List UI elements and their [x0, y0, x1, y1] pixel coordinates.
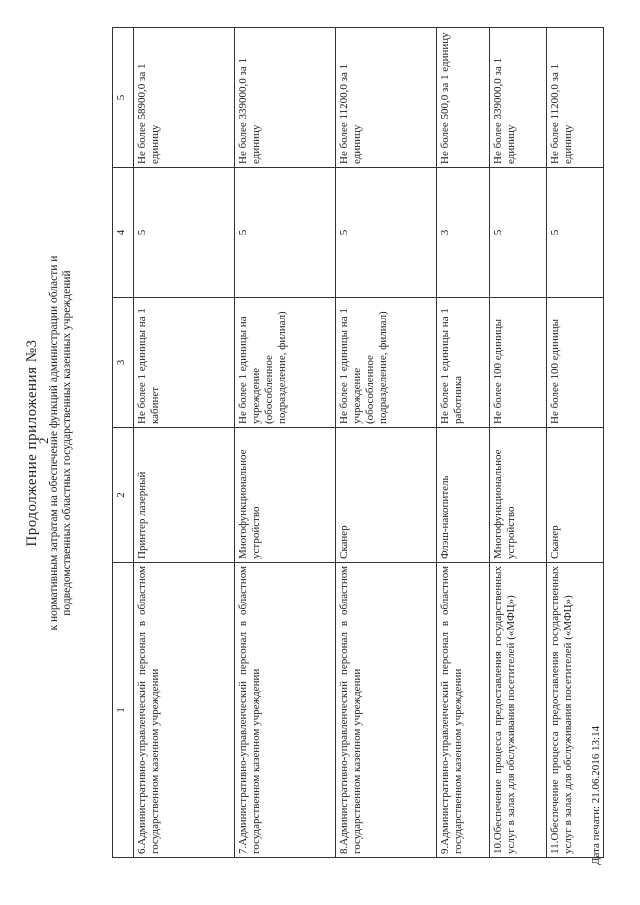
column-header-3: 3: [113, 298, 134, 428]
table-row: [336, 28, 437, 858]
cell-device: Сканер: [547, 428, 604, 563]
cell-quantity: Не более 1 единицы на 1 учреждение (обособленное подразделение, филиал): [336, 298, 437, 428]
page-number: 2: [36, 437, 51, 444]
cell-device: Принтер лазерный: [134, 428, 235, 563]
table-row: [490, 28, 547, 858]
cell-term: 5: [336, 168, 437, 298]
norms-table: [112, 27, 604, 858]
cell-device: Многофункциональное устройство: [235, 428, 336, 563]
cell-term: 5: [134, 168, 235, 298]
cell-quantity: Не более 1 единицы на учреждение (обособленное подразделение, филиал): [235, 298, 336, 428]
cell-term: 5: [235, 168, 336, 298]
cell-quantity: Не более 1 единицы на 1 работника: [437, 298, 490, 428]
cell-category: 6.Административно-управленческий персонал в областном государственном казенном учреждении: [134, 563, 235, 858]
column-header-5: 5: [113, 28, 134, 168]
cell-device: Многофункциональное устройство: [490, 428, 547, 563]
table-row: [437, 28, 490, 858]
cell-category: 8.Административно-управленческий персонал в областном государственном казенном учреждении: [336, 563, 437, 858]
appendix-subtitle: [48, 28, 74, 858]
cell-term: 3: [437, 168, 490, 298]
cell-price: Не более 500,0 за 1 единицу: [437, 28, 490, 168]
appendix-title: Продолжение приложения №3: [24, 339, 40, 547]
cell-price: Не более 339000,0 за 1 единицу: [235, 28, 336, 168]
cell-category: 10.Обеспечение процесса предоставления государственных услуг в залах для обслуживания посетителей («МФЦ»): [490, 563, 547, 858]
cell-price: Не более 11200,0 за 1 единицу: [336, 28, 437, 168]
cell-quantity: Не более 100 единицы: [547, 298, 604, 428]
column-header-2: 2: [113, 428, 134, 563]
cell-category: 9.Административно-управленческий персонал в областном государственном казенном учреждении: [437, 563, 490, 858]
cell-quantity: Не более 1 единицы на 1 кабинет: [134, 298, 235, 428]
rotated-document-body: [24, 28, 574, 858]
column-header-1: 1: [113, 563, 134, 858]
cell-quantity: Не более 100 единицы: [490, 298, 547, 428]
cell-category: 7.Административно-управленческий персонал в областном государственном казенном учреждении: [235, 563, 336, 858]
table-row: [134, 28, 235, 858]
cell-category: 11.Обеспечение процесса предоставления государственных услуг в залах для обслуживания посетителей («МФЦ»): [547, 563, 604, 858]
table-row: [235, 28, 336, 858]
cell-price: Не более 58900,0 за 1 единицу: [134, 28, 235, 168]
print-date: Дата печати: 21.06.2016 13:14: [590, 725, 602, 865]
cell-device: Сканер: [336, 428, 437, 563]
cell-price: Не более 339000,0 за 1 единицу: [490, 28, 547, 168]
column-header-4: 4: [113, 168, 134, 298]
cell-term: 5: [547, 168, 604, 298]
table-header-row: [113, 28, 134, 858]
subtitle-line-1: к нормативным затратам на обеспечение функций администрации области и: [48, 255, 60, 631]
cell-device: Флэш-накопитель: [437, 428, 490, 563]
cell-term: 5: [490, 168, 547, 298]
cell-price: Не более 11200,0 за 1 единицу: [547, 28, 604, 168]
subtitle-line-2: подведомственных областных государственных казенных учреждений: [61, 270, 73, 616]
